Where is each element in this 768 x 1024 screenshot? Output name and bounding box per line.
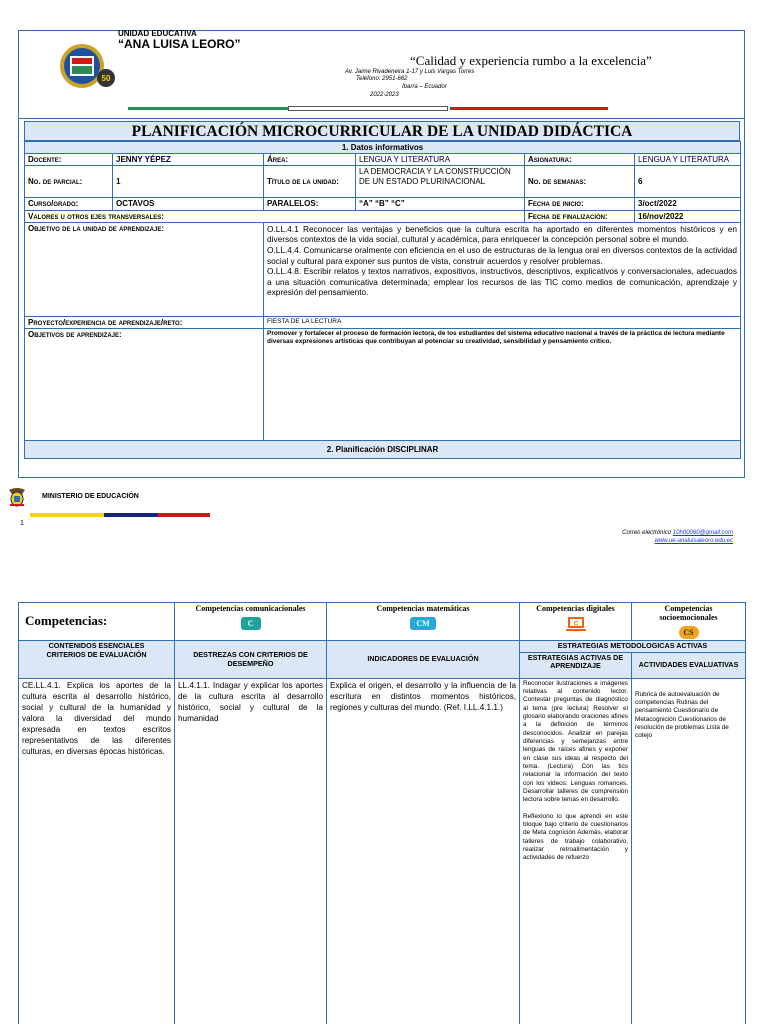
col-contenidos-line1: CONTENIDOS ESENCIALES [48, 641, 145, 651]
city: Ibarra – Ecuador [402, 84, 447, 90]
titulo-value: LA DEMOCRACIA Y LA CONSTRUCCIÓN DE UN ESTADO PLURINACIONAL [356, 166, 525, 198]
area-label: Área: [264, 154, 356, 166]
competencias-table [18, 602, 746, 1024]
section2-heading: 2. Planificación DISCIPLINAR [25, 440, 741, 458]
paralelos-value: “A” “B” “C” [356, 198, 525, 210]
col-activas: ESTRATEGIAS ACTIVAS DE APRENDIZAJE [520, 652, 632, 678]
estrategias-activas-1: Reconocer ilustraciones e imágenes relativas al contenido lector. Contestar preguntas de diagnóstico al tema (pre lectura) Resolver el glosario elaborando oraciones afines a la definición de términos desconocidos. Analizar en parejas diferencias y semejanzas entre lenguas de raíces afines y exponer en clase sus ideas al respecto del tema. (Lectura) Con las tics relacionar la información del texto con los videos: Lenguas romances. Desarrollar talleres de comprensión lectora sobre temas en desarrollo. [523, 679, 628, 804]
computer-icon [565, 616, 587, 634]
comp-socioemocionales [632, 603, 746, 641]
objetivo-2: O.LL.4.4. Comunicarse oralmente con eficiencia en el uso de estructuras de la lengua oral en diversos contextos de la actividad social y cultural para exponer sus puntos de vista, construir acuerdos y resolver problemas. [267, 244, 738, 266]
competencias-label: Competencias: [19, 603, 175, 641]
col-indicadores: INDICADORES DE EVALUACIÓN [327, 641, 520, 678]
inicio-value: 3/oct/2022 [635, 198, 741, 210]
header-divider [18, 118, 745, 119]
inicio-label: Fecha de inicio: [525, 198, 635, 210]
footer-stripe-navy [104, 513, 158, 517]
comp-matematicas [327, 603, 520, 641]
comp-socioemocionales-label: Competencias socioemocionales [659, 604, 718, 623]
competencia-matematica-icon: CM [410, 617, 436, 630]
area-value: LENGUA Y LITERATURA [356, 154, 525, 166]
footer-contact [580, 530, 733, 536]
indicador-evaluacion: Explica el origen, el desarrollo y la influencia de la escritura en distintos momentos históricos, regiones y culturas del mundo. (Ref. I.LL.4.1.1.) [327, 678, 520, 1024]
estrategias-activas [520, 678, 632, 1024]
objetivo-3: O.LL.4.8. Escribir relatos y textos narrativos, expositivos, instructivos, descriptivos, explicativos y conversacionales, adecuados a una situación comunicativa determinada; emplear los recursos de las TIC como medios de comunicación, aprendizaje y expresión del pensamiento. [267, 266, 738, 298]
footer-stripe-yellow [30, 513, 104, 517]
objetivos-label: Objetivos de aprendizaje: [25, 328, 264, 440]
section1-heading: 1. Datos informativos [25, 142, 741, 154]
docente-label: Docente: [25, 154, 113, 166]
website-link[interactable]: www.ue-analuisaleoro.edu.ec [654, 538, 733, 544]
criterio-evaluacion: CE.LL.4.1. Explica los aportes de la cultura escrita al desarrollo histórico, social y cultural de la humanidad y valora la diversidad del mundo expresada en textos escritos representativos de las diferentes culturas, en diversas épocas históricas. [19, 678, 175, 1024]
comp-comunicacionales-label: Competencias comunicacionales [195, 604, 306, 613]
ministerio-label: MINISTERIO DE EDUCACIÓN [42, 493, 139, 500]
email-label: Correo electrónico [622, 530, 672, 536]
docente-value: JENNY YÉPEZ [113, 154, 264, 166]
objetivos-value: Promover y fortalecer el proceso de formación lectora, de los estudiantes del sistema educativo nacional a través de la práctica de lectura mediante diversas expresiones artísticas que contribuyan al potenciar su creatividad, sensibilidad y pensamiento crítico. [264, 328, 741, 440]
objetivo-unidad [264, 222, 741, 316]
parcial-label: No. de parcial: [25, 166, 113, 198]
titulo-label: Título de la unidad: [264, 166, 356, 198]
proyecto-value: FIESTA DE LA LECTURA [264, 316, 741, 328]
objetivo-label: Objetivo de la unidad de aprendizaje: [25, 222, 264, 316]
svg-text:C: C [573, 621, 578, 628]
comp-digitales [520, 603, 632, 641]
school-line1: UNIDAD EDUCATIVA [118, 29, 197, 38]
competencia-socioemocional-icon: CS [679, 626, 699, 639]
col-contenidos [19, 641, 175, 678]
school-name: “ANA LUISA LEORO” [118, 37, 241, 51]
phone: Teléfono: 2951-662 [356, 76, 408, 82]
col-destrezas: DESTREZAS CON CRITERIOS DE DESEMPEÑO [175, 641, 327, 678]
fin-value: 16/nov/2022 [635, 210, 741, 222]
destreza-criterio: LL.4.1.1. Indagar y explicar los aportes de la cultura escrita al desarrollo histórico, social y cultural de la humanidad [175, 678, 327, 1024]
email-link[interactable]: 10h00060@gmail.com [672, 530, 733, 536]
comp-matematicas-label: Competencias matemáticas [376, 604, 470, 613]
school-logo-icon [50, 40, 120, 92]
footer-stripe-red [158, 513, 210, 517]
motto: “Calidad y experiencia rumbo a la excelencia” [410, 53, 652, 68]
fin-label: Fecha de finalización: [525, 210, 635, 222]
header-stripe-white [288, 106, 448, 111]
header-stripe-green [128, 107, 288, 110]
comp-digitales-label: Competencias digitales [536, 604, 615, 613]
proyecto-label: Proyecto/experiencia de aprendizaje/reto: [25, 316, 264, 328]
col-estrategias: ESTRATEGIAS METODOLOGICAS ACTIVAS [520, 641, 746, 652]
col-actividades: ACTIVIDADES EVALUATIVAS [632, 652, 746, 678]
col-contenidos-line2: CRITERIOS DE EVALUACIÓN [46, 649, 147, 659]
document-title: PLANIFICACIÓN MICROCURRICULAR DE LA UNIDAD DIDÁCTICA [24, 121, 740, 141]
objetivo-1: O.LL.4.1 Reconocer las ventajas y beneficios que la cultura escrita ha aportado en diferentes momentos históricos y en diversos contextos de la vida social, cultural y académica, para enriquecer la concepción personal sobre el mundo. [267, 223, 738, 245]
header-stripe-red [450, 107, 608, 110]
asignatura-value: LENGUA Y LITERATURA [635, 154, 741, 166]
estrategias-activas-2: Reflexiono lo que aprendí en este bloque bajo criterio de cuestionarios de Meta cognición Además, elaborar talleres de trabajo colaborativo, realizar retroalimentación y actividades de refuerzo [523, 812, 628, 862]
curso-value: OCTAVOS [113, 198, 264, 210]
actividades-evaluativas: Rubrica de autoevaluación de competencias Rutinas del pensamiento Cuestionario de Metacognición Cuestionarios de resolución de problemas Lista de cotejo [632, 678, 746, 1024]
info-table [24, 141, 741, 459]
ecuador-coat-of-arms-icon [6, 486, 28, 508]
semanas-value: 6 [635, 166, 741, 198]
competencia-comunicacional-icon: C [241, 617, 261, 630]
school-year: 2022-2023 [370, 92, 399, 98]
valores-label: Valores u otros ejes transversales: [25, 210, 525, 222]
address: Av. Jaime Rivadeneira 1-17 y Luis Vargas Torres [345, 69, 475, 75]
page-number: 1 [20, 520, 24, 527]
svg-text:50: 50 [101, 74, 111, 83]
parcial-value: 1 [113, 166, 264, 198]
semanas-label: No. de semanas: [525, 166, 635, 198]
asignatura-label: Asignatura: [525, 154, 635, 166]
curso-label: Curso/grado: [25, 198, 113, 210]
comp-comunicacionales [175, 603, 327, 641]
paralelos-label: PARALELOS: [264, 198, 356, 210]
